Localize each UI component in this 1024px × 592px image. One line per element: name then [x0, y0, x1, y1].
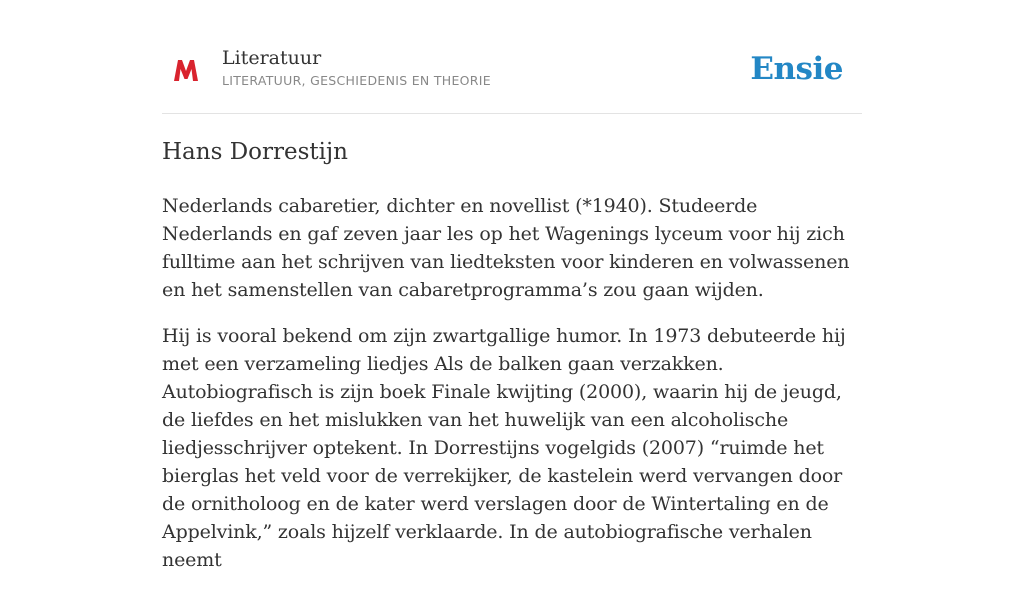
- article-title: Hans Dorrestijn: [162, 139, 348, 165]
- ensie-brand-logo[interactable]: Ensie: [750, 51, 843, 87]
- article-paragraph-1: Nederlands cabaretier, dichter en novellist (*1940). Studeerde Nederlands en gaf zeven jaar les op het Wagenings lyceum voor hij zich fulltime aan het schrijven van liedteksten voor kinderen en volwassenen en het samenstellen van cabaretprogramma’s zou gaan wijden.: [162, 195, 850, 301]
- literatuur-m-logo-icon[interactable]: [173, 57, 199, 83]
- article-paragraph-2: Hij is vooral bekend om zijn zwartgallige humor. In 1973 debuteerde hij met een verzameling liedjes Als de balken gaan verzakken. Autobiografisch is zijn boek Finale kwijting (2000), waarin hij de jeugd, de liefdes en het mislukken van het huwelijk van een alcoholische liedjesschrijver optekent. In Dorrestijns vogelgids (2007) “ruimde het bierglas het veld voor de verrekijker, de kastelein werd vervangen door de ornitholoog en de kater werd verslagen door de Wintertaling en de Appelvink,” zoals hijzelf verklaarde. In de autobiografische verhalen neemt: [162, 325, 846, 571]
- site-header: [162, 40, 862, 114]
- site-subtitle: LITERATUUR, GESCHIEDENIS EN THEORIE: [222, 73, 491, 88]
- site-title[interactable]: Literatuur: [222, 47, 322, 69]
- article: [162, 134, 866, 592]
- header-text: [222, 46, 491, 90]
